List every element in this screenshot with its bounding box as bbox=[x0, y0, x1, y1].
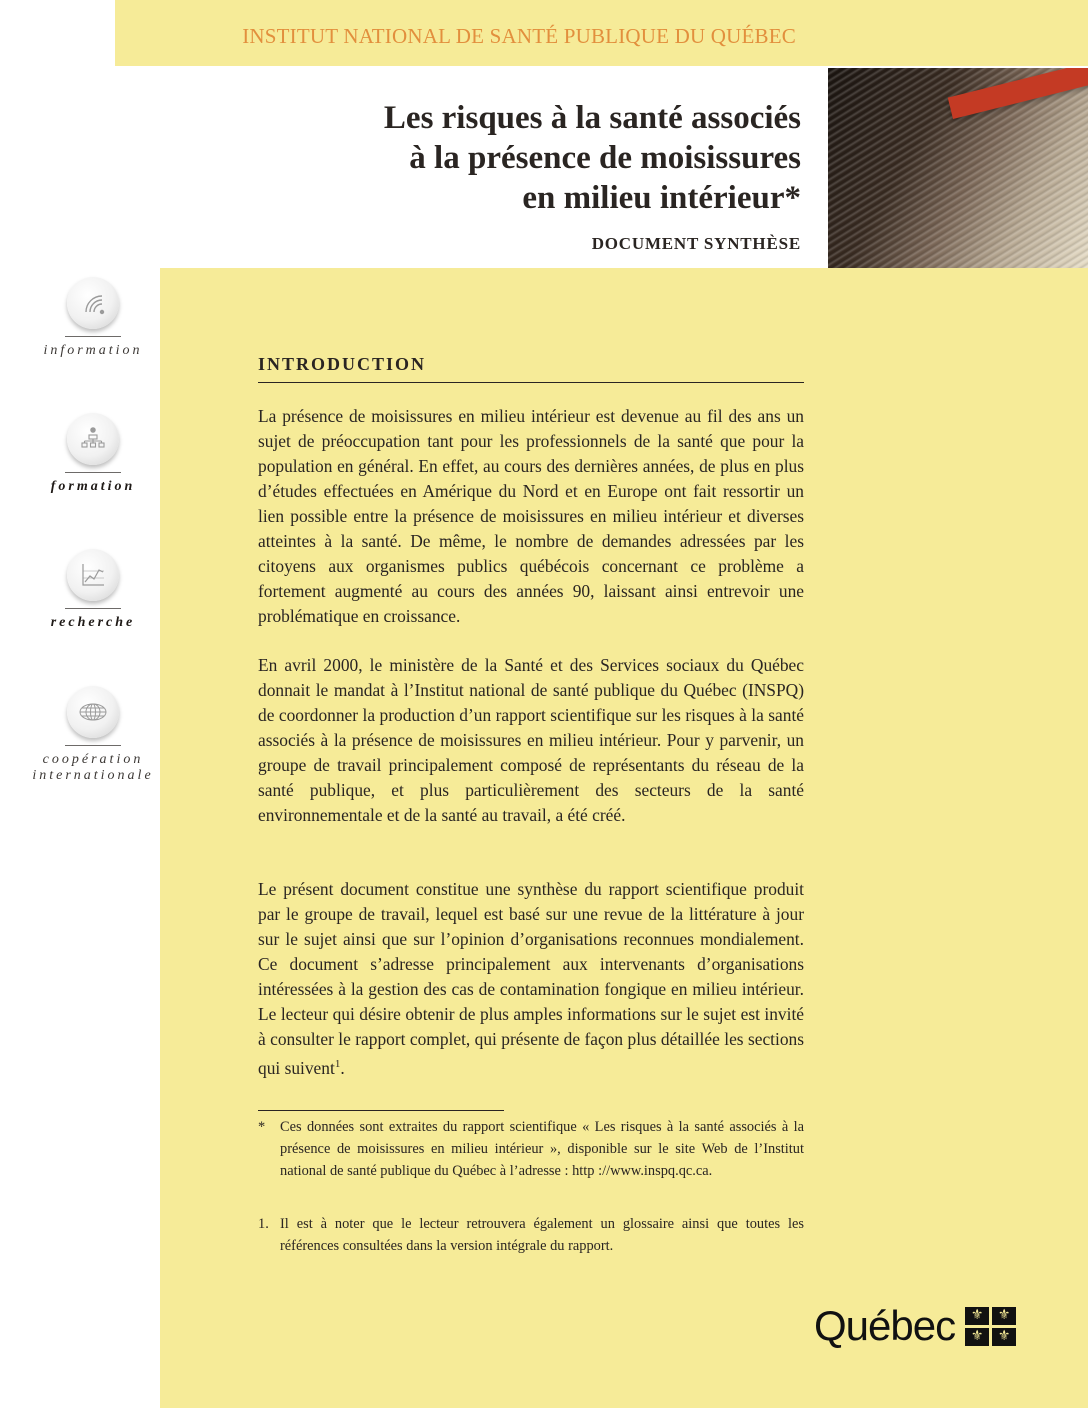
document-type: DOCUMENT SYNTHÈSE bbox=[591, 234, 801, 253]
sidebar-item-label: formation bbox=[50, 479, 136, 494]
footnote-divider bbox=[258, 1110, 504, 1111]
quebec-logo bbox=[814, 1302, 1016, 1350]
sidebar-item-label: coopération internationale bbox=[32, 752, 154, 783]
footnote bbox=[258, 1116, 804, 1182]
institute-name: INSTITUT NATIONAL DE SANTÉ PUBLIQUE DU QUÉBEC bbox=[242, 24, 796, 48]
document-title bbox=[241, 98, 801, 218]
paragraph: La présence de moisissures en milieu intérieur est devenue au fil des ans un sujet de préoccupation tant pour les professionnels de la santé que pour la population en général. En effet, au cours des dernières années, de plus en plus d’études effectuées en Amérique du Nord et en Europe ont fait ressortir un lien possible entre la présence de moisissures en milieu intérieur et diverses atteintes à la santé. De même, le nombre de demandes adressées par les citoyens aux organismes publics québécois concernant ce problème a fortement augmenté au cours des années 90, laissant ainsi entrevoir une problématique en croissance. bbox=[258, 406, 804, 626]
footnote-text: Ces données sont extraites du rapport scientifique « Les risques à la santé associés à la présence de moisissures en milieu intérieur », disponible sur le site Web de l’Institut national de santé publique du Québec à l’adresse : http ://www.inspq.qc.ca. bbox=[280, 1119, 804, 1179]
footnote-mark: * bbox=[258, 1119, 266, 1135]
title-line: Les risques à la santé associés bbox=[383, 100, 801, 136]
line-graph-icon bbox=[78, 560, 108, 590]
heading-divider bbox=[258, 382, 804, 383]
footnote-text: Il est à noter que le lecteur retrouvera également un glossaire ainsi que toutes les références consultées dans la version intégrale du rapport. bbox=[280, 1216, 804, 1254]
org-chart-icon bbox=[78, 424, 108, 454]
title-line: en milieu intérieur* bbox=[522, 180, 801, 216]
footnote bbox=[258, 1213, 804, 1257]
signal-waves-icon bbox=[78, 288, 108, 318]
title-line: à la présence de moisissures bbox=[409, 140, 801, 176]
footnote-reference: 1 bbox=[334, 1058, 341, 1070]
sidebar-item-label: information bbox=[43, 343, 143, 358]
globe-grid-icon bbox=[77, 697, 109, 727]
sidebar-item-cooperation-internationale bbox=[20, 686, 166, 784]
sidebar-item-recherche bbox=[20, 549, 166, 631]
paragraph: En avril 2000, le ministère de la Santé et des Services sociaux du Québec donnait le mandat à l’Institut national de santé publique du Québec (INSPQ) de coordonner la production d’un rapport scientifique sur les risques à la santé associés à la présence de moisissures en milieu intérieur. Pour y parvenir, un groupe de travail principalement composé de représentants du réseau de la santé publique, et plus particulièrement des secteurs de la santé environnementale et de la santé au travail, a été créé. bbox=[258, 655, 804, 825]
fleur-de-lis-icon: ⚜ ⚜ ⚜ ⚜ bbox=[965, 1307, 1016, 1346]
sidebar-item-label: recherche bbox=[50, 615, 136, 630]
quebec-wordmark: Québec bbox=[814, 1302, 956, 1349]
paragraph: Le présent document constitue une synthèse du rapport scientifique produit par le groupe de travail, lequel est basé sur une revue de la littérature à jour sur le sujet ainsi que sur l’opinion d’organisations reconnues mondialement. Ce document s’adresse principalement aux intervenants d’organisations intéressées à la gestion des cas de contamination fongique en milieu intérieur. Le lecteur qui désire obtenir de plus amples informations sur le sujet est invité à consulter le rapport complet, qui présente de façon plus détaillée les sections qui suivent$^1$. bbox=[258, 879, 804, 1078]
book-pages-photo bbox=[828, 68, 1088, 268]
sidebar-item-formation bbox=[20, 413, 166, 495]
sidebar-item-information bbox=[20, 277, 166, 359]
footnote-mark: 1. bbox=[258, 1216, 269, 1232]
section-heading: INTRODUCTION bbox=[258, 354, 427, 374]
